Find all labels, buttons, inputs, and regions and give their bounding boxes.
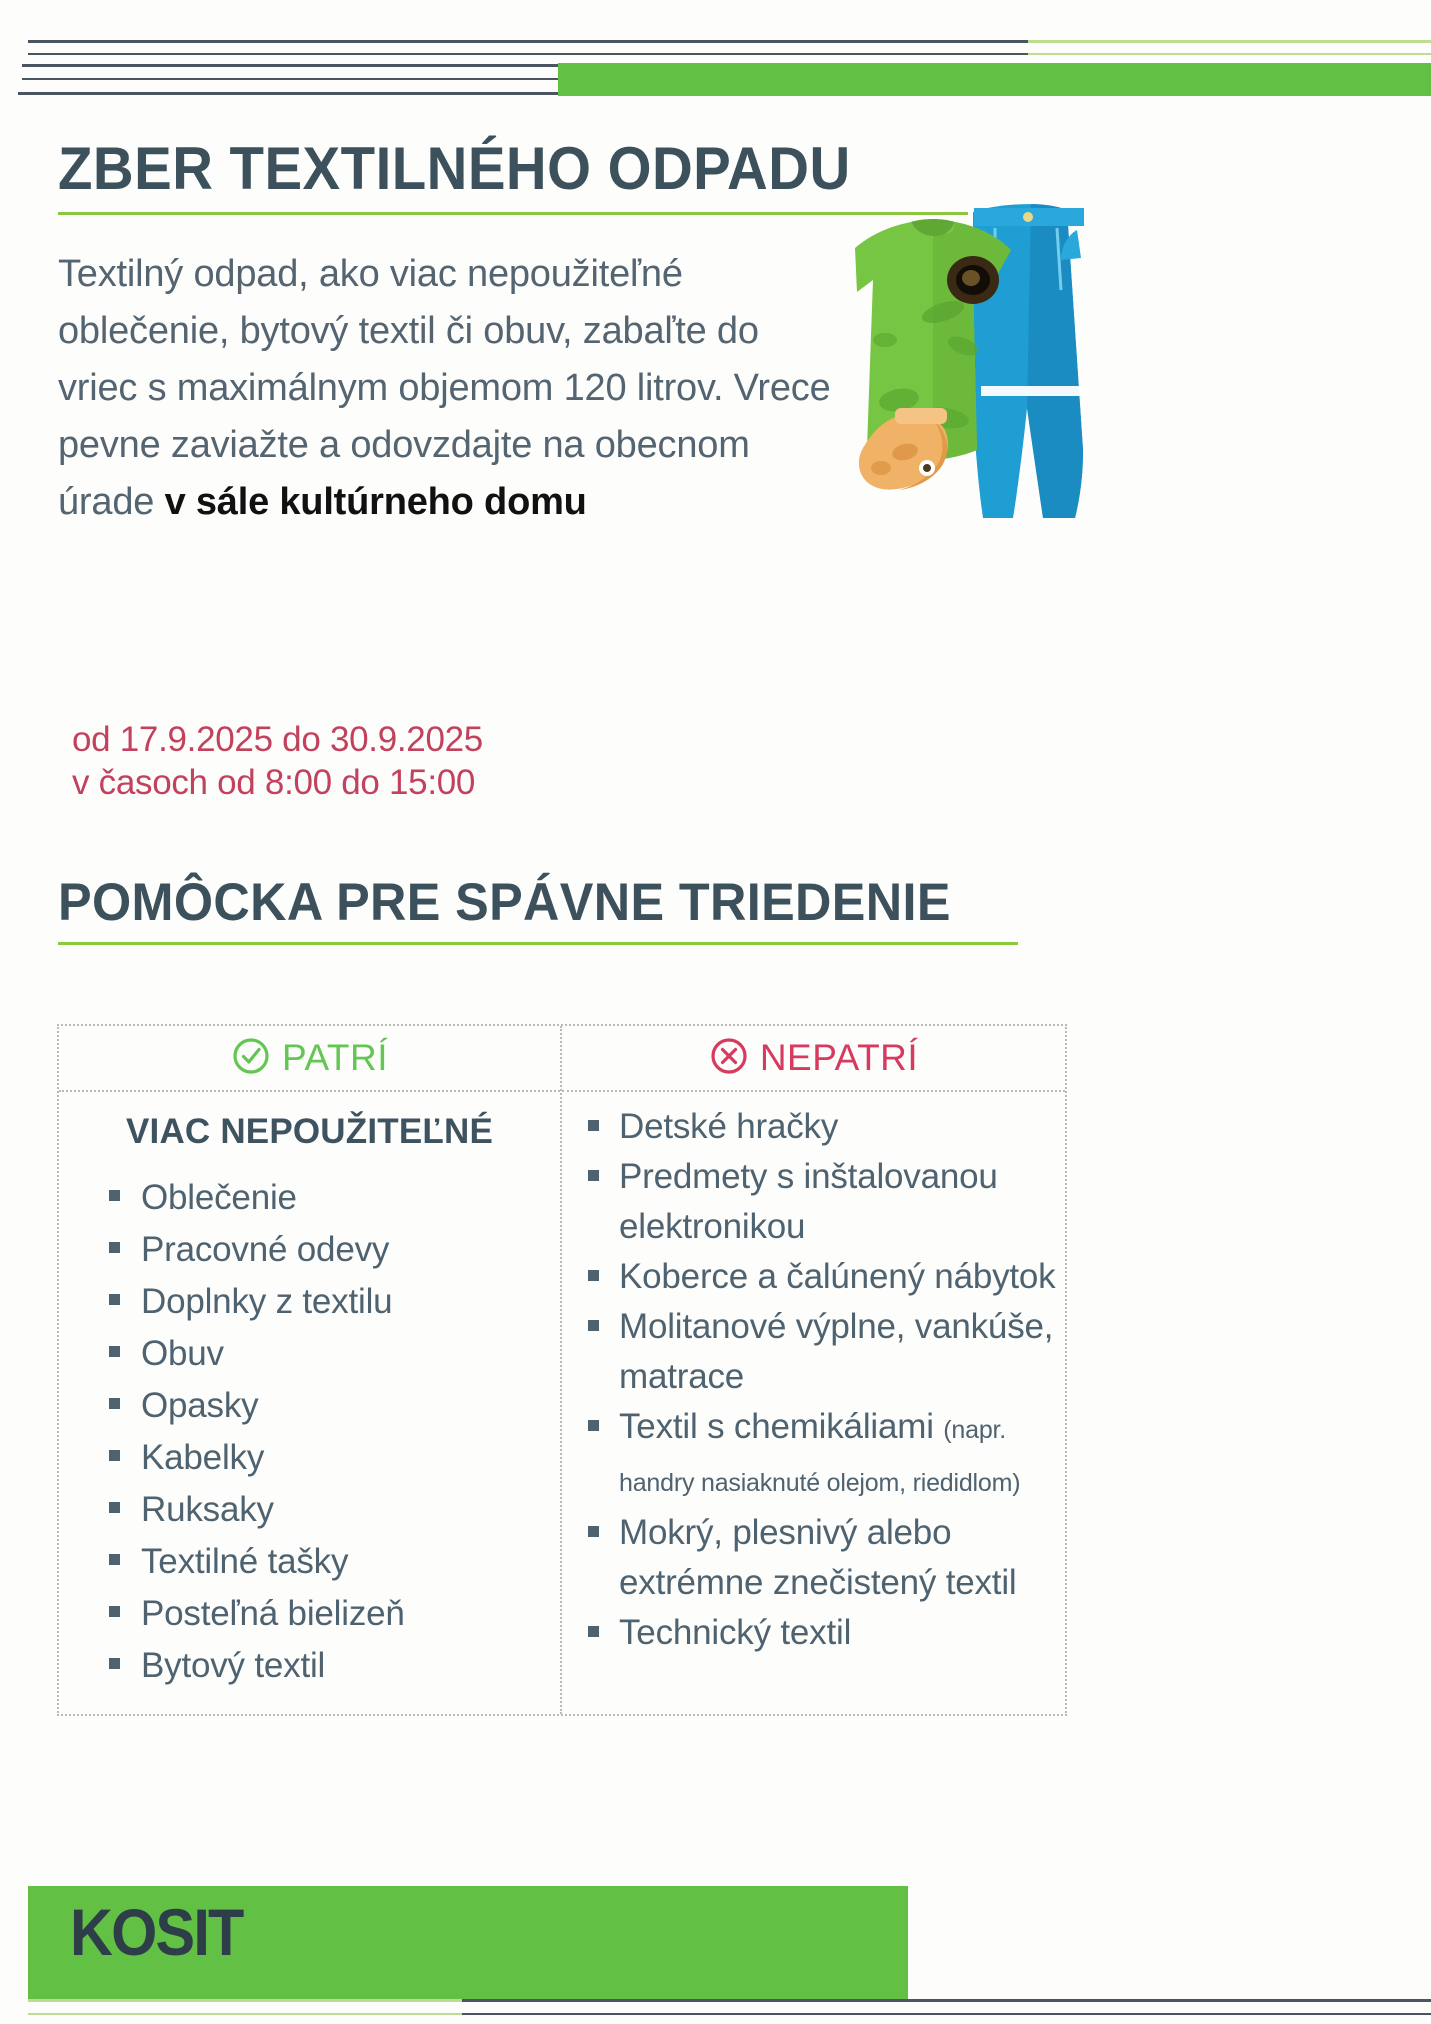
cross-circle-icon	[709, 1036, 749, 1081]
list-item-label: Oblečenie	[141, 1178, 297, 1217]
column-body-belongs	[59, 1092, 560, 1714]
bullet-icon	[588, 1120, 599, 1131]
footer-line-2	[0, 2013, 1431, 2015]
column-label-not-belongs: NEPATRÍ	[759, 1037, 919, 1078]
belongs-list	[59, 1172, 560, 1692]
list-item-label: Ruksaky	[141, 1490, 274, 1529]
bullet-icon	[109, 1450, 120, 1461]
list-item	[59, 1640, 560, 1692]
page-title: ZBER TEXTILNÉHO ODPADU	[58, 135, 851, 202]
check-circle-icon	[231, 1036, 271, 1081]
bullet-icon	[588, 1526, 599, 1537]
list-item-label: Koberce a čalúnený nábytok	[619, 1257, 1056, 1296]
collection-dates	[72, 718, 483, 804]
list-item	[59, 1432, 560, 1484]
bullet-icon	[109, 1658, 120, 1669]
deco-line-1	[28, 40, 1431, 43]
list-item-label: Technický textil	[619, 1613, 852, 1652]
time-range: v časoch od 8:00 do 15:00	[72, 763, 476, 802]
list-item	[59, 1224, 560, 1276]
column-subtitle-belongs: VIAC NEPOUŽITEĽNÉ	[125, 1112, 494, 1151]
list-item	[562, 1402, 1065, 1508]
list-item-main: Textil s chemikáliami	[619, 1407, 934, 1446]
list-item-label: Mokrý, plesnivý alebo extrémne znečistený textil	[619, 1513, 1017, 1602]
list-item-note: (napr. handry nasiaknuté olejom, riedidlom)	[619, 1416, 1021, 1497]
list-item-label	[619, 1402, 1065, 1508]
list-item-label: Pracovné odevy	[141, 1230, 390, 1269]
body-paragraph	[58, 246, 848, 531]
body-emphasis: v sále kultúrneho domu	[164, 481, 587, 523]
list-item-label: Doplnky z textilu	[141, 1282, 393, 1321]
table-column-not-belongs	[562, 1026, 1065, 1714]
list-item	[59, 1172, 560, 1224]
list-item	[59, 1588, 560, 1640]
bullet-icon	[588, 1320, 599, 1331]
bullet-icon	[109, 1346, 120, 1357]
bullet-icon	[109, 1190, 120, 1201]
bullet-icon	[109, 1554, 120, 1565]
column-body-not-belongs	[562, 1092, 1065, 1680]
bullet-icon	[588, 1626, 599, 1637]
list-item	[59, 1484, 560, 1536]
bullet-icon	[109, 1398, 120, 1409]
not-belongs-list	[562, 1102, 1065, 1658]
list-item	[59, 1276, 560, 1328]
list-item-label: Textilné tašky	[141, 1542, 349, 1581]
bullet-icon	[588, 1420, 599, 1431]
list-item-label: Predmety s inštalovanou elektronikou	[619, 1157, 998, 1246]
list-item-label: Bytový textil	[141, 1646, 326, 1685]
list-item	[59, 1328, 560, 1380]
list-item-label: Opasky	[141, 1386, 259, 1425]
list-item-label: Obuv	[141, 1334, 224, 1373]
bullet-icon	[109, 1502, 120, 1513]
list-item	[562, 1302, 1065, 1402]
deco-line-2	[28, 53, 1431, 55]
list-item	[562, 1102, 1065, 1152]
bullet-icon	[109, 1606, 120, 1617]
list-item	[562, 1152, 1065, 1252]
column-header-belongs	[59, 1026, 560, 1092]
kosit-logo: KOSIT	[70, 1895, 243, 1969]
bullet-icon	[588, 1170, 599, 1181]
list-item-label: Kabelky	[141, 1438, 265, 1477]
textile-waste-illustration	[795, 150, 1175, 550]
list-item	[59, 1380, 560, 1432]
list-item	[562, 1252, 1065, 1302]
column-label-belongs: PATRÍ	[282, 1037, 388, 1078]
date-range: od 17.9.2025 do 30.9.2025	[72, 720, 483, 759]
column-header-not-belongs	[562, 1026, 1065, 1092]
list-item	[562, 1508, 1065, 1608]
table-column-belongs	[59, 1026, 562, 1714]
section-title: POMÔCKA PRE SPÁVNE TRIEDENIE	[58, 873, 951, 932]
section-title-underline	[58, 942, 1018, 945]
list-item-label: Molitanové výplne, vankúše, matrace	[619, 1307, 1054, 1396]
list-item	[59, 1536, 560, 1588]
header-decoration	[0, 0, 1431, 130]
list-item-label: Posteľná bielizeň	[141, 1594, 405, 1633]
footer-line-1	[0, 1999, 1431, 2002]
footer-decoration	[0, 1864, 1431, 2024]
bullet-icon	[109, 1242, 120, 1253]
list-item-label: Detské hračky	[619, 1107, 839, 1146]
sorting-table	[57, 1024, 1067, 1716]
bullet-icon	[109, 1294, 120, 1305]
body-text: Textilný odpad, ako viac nepoužiteľné oblečenie, bytový textil či obuv, zabaľte do vriec s maximálnym objemom 120 litrov. Vrece pevne zaviažte a odovzdajte na obecnom úrade	[58, 253, 831, 523]
header-green-bar	[558, 63, 1431, 96]
bullet-icon	[588, 1270, 599, 1281]
list-item	[562, 1608, 1065, 1658]
